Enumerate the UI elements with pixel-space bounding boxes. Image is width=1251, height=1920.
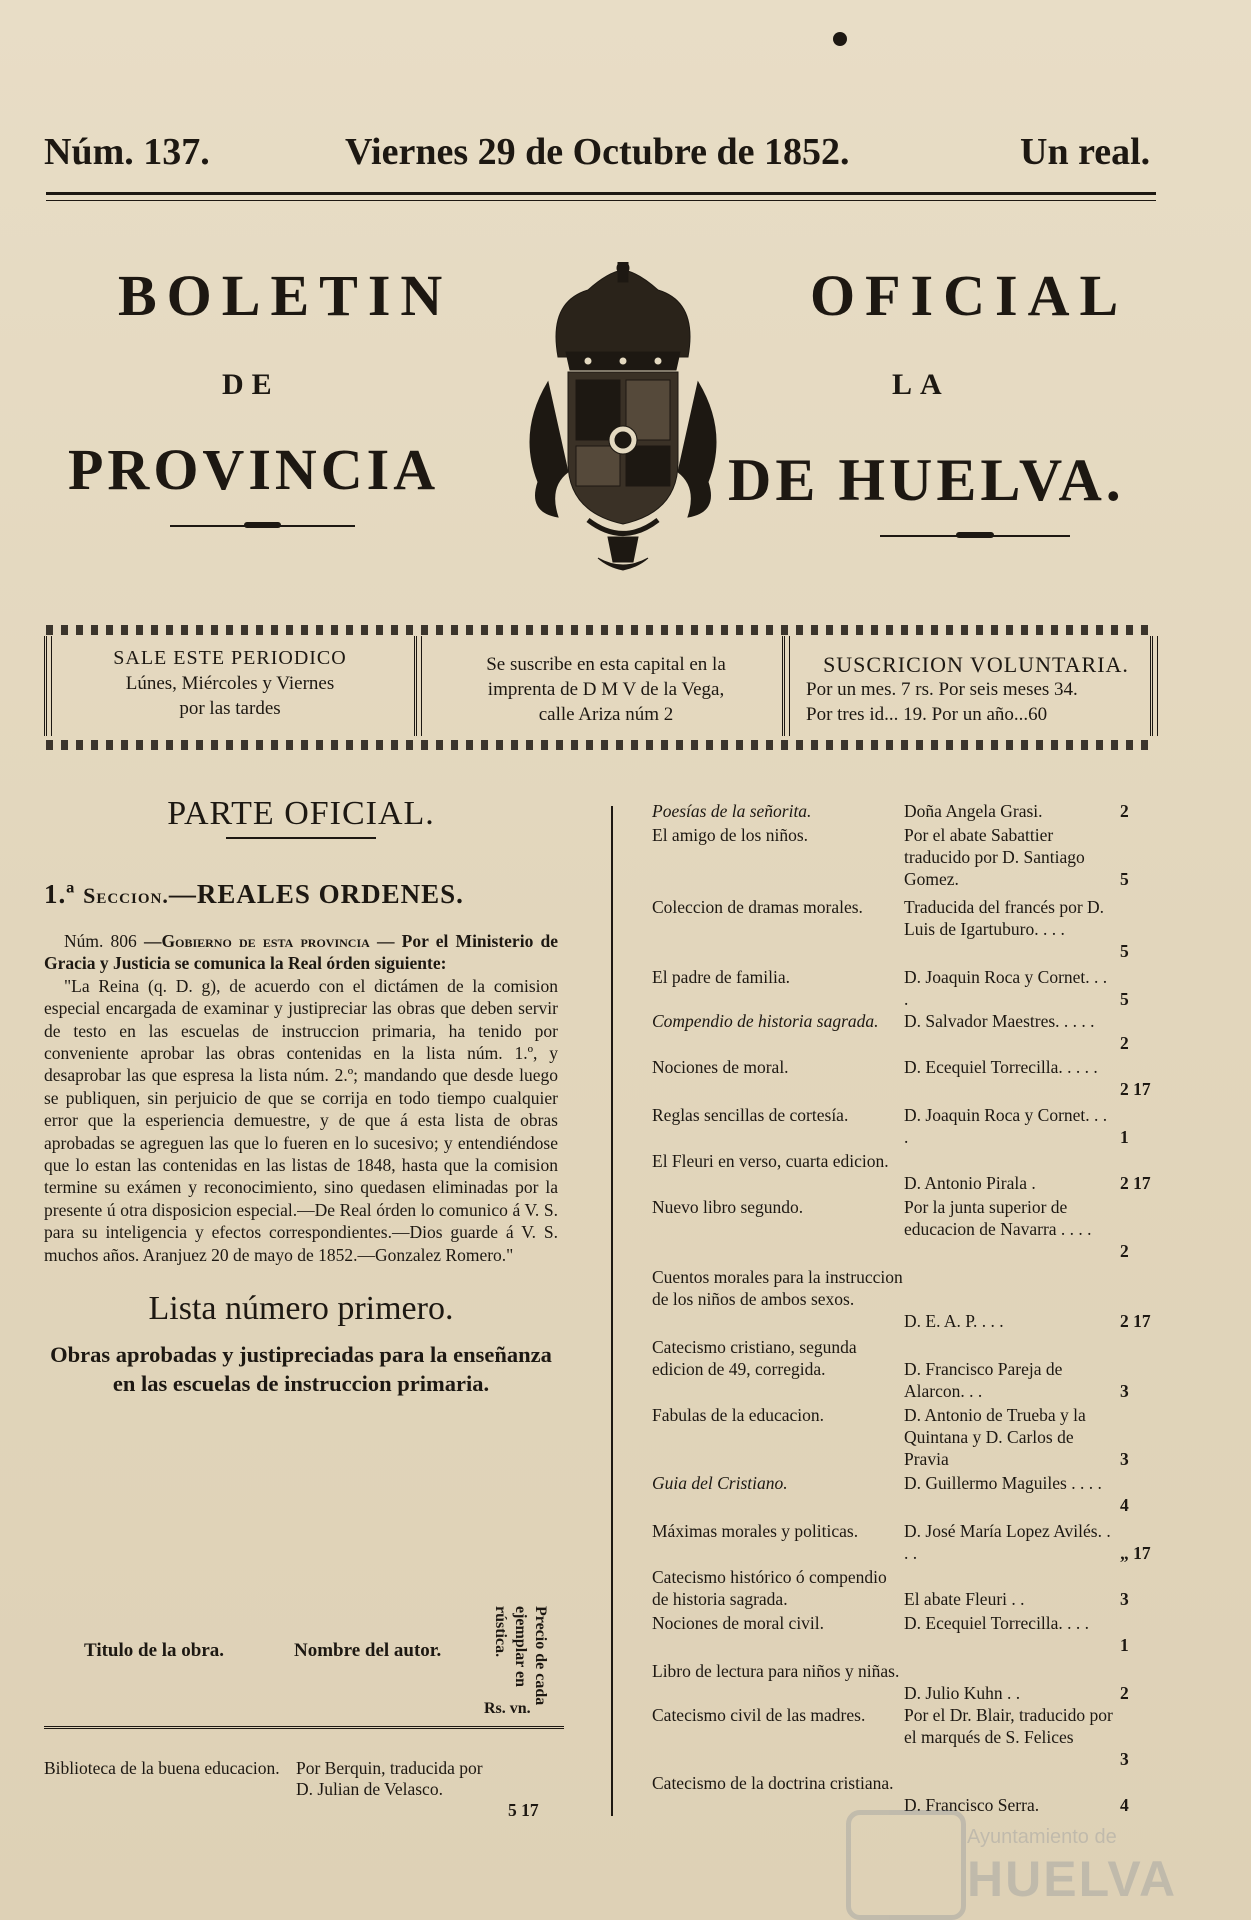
title-huelva: DE HUELVA. [728,447,1125,513]
parte-oficial-rule [226,837,376,839]
row-price: 4 [1120,1795,1129,1815]
row-price: 2 [1120,1033,1129,1053]
order-authority: —Gobierno de esta provincia — [144,931,395,951]
row-price: 3 [1120,1381,1129,1401]
row-title: El padre de familia. [652,967,790,987]
row-price: 3 [1120,1449,1129,1469]
watermark-small-text: Ayuntamiento de [967,1826,1117,1848]
row-price: 5 [1120,989,1129,1009]
section-number: 1.ª [44,879,76,909]
ink-dot [833,32,847,46]
row-title: Catecismo civil de las madres. [652,1705,866,1725]
list-subtitle: Obras aprobadas y justipreciadas para la enseñanza en las escuelas de instruccion primaria. [50,1342,552,1397]
row-price: 2 [1120,1241,1129,1261]
row-price: 3 [1120,1589,1129,1609]
info-bar-right [1150,636,1158,736]
row-title: Libro de lectura para niños y niñas. [652,1661,900,1681]
info-bar-left [44,636,52,736]
section-title: —REALES ORDENES. [168,879,464,909]
masthead-rule-top [46,192,1156,195]
left-row-title: Biblioteca de la buena educacion. [44,1758,280,1778]
issue-date: Viernes 29 de Octubre de 1852. [345,131,850,173]
flourish-left [170,525,355,527]
row-title: Catecismo de la doctrina cristiana. [652,1773,894,1793]
row-title: Catecismo histórico ó compendio de historia sagrada. [652,1567,887,1609]
section-heading [44,879,558,910]
row-author: D. José María Lopez Avilés. . . . [904,1521,1111,1563]
section-label: Seccion. [83,883,169,908]
info-band-top-rule [46,625,1156,635]
info-left-line: por las tardes [179,698,281,719]
flourish-right [880,535,1070,537]
left-column [44,795,558,1398]
row-price: „ 17 [1120,1543,1151,1563]
row-title: Máximas morales y politicas. [652,1521,859,1541]
watermark-big-text: HUELVA [967,1851,1178,1907]
row-title: Poesías de la señorita. [652,801,812,821]
row-price: 5 [1120,869,1129,889]
order-body: "La Reina (q. D. g), de acuerdo con el dictámen de la comision especial encargada de examinar y justipreciar las obras que deben servir de testo en las escuelas de instruccion primaria, ha tenido por conveniente aprobar las obras contenidas en la lista núm. 1.º, y desaprobar las que espresa la lista núm. 2.º; mandando que desde luego se publiquen, sin perjuicio de que se corrija en todo tiempo cualquier error que la esperiencia demuestre, y de que á esta lista de obras aprobadas se agreguen las que lo fueren en lo sucesivo; y entendiéndose que lo estan las contenidas en las listas de 1848, hasta que la comision termine su exámen y reconocimiento, sino quedasen eliminadas por la presente ú otra disposicion especial.—De Real órden lo comunico á V. S. para su inteligencia y efectos correspondientes.—Dios guarde á V. S. muchos años. Aranjuez 20 de mayo de 1852.—Gonzalez Romero." [44,975,558,1265]
row-title: Nuevo libro segundo. [652,1197,804,1217]
row-author: Por el abate Sabattier traducido por D. Santiago Gomez. [904,825,1085,889]
row-author: D. Guillermo Maguiles . . . . [904,1473,1102,1493]
title-oficial: OFICIAL [810,263,1129,328]
row-title: Nociones de moral. [652,1057,789,1077]
row-author: D. Julio Kuhn . . [904,1683,1021,1703]
row-title: Compendio de historia sagrada. [652,1011,879,1031]
left-row-author: Por Berquin, traducida por D. Julian de Velasco. [296,1758,483,1799]
row-title: El amigo de los niños. [652,825,809,845]
row-title: Catecismo cristiano, segunda edicion de 49, corregida. [652,1337,857,1379]
row-author: D. Antonio de Trueba y la Quintana y D. Carlos de Pravia [904,1405,1086,1469]
row-title: Guia del Cristiano. [652,1473,788,1493]
column-divider [611,806,613,1816]
row-author: D. Antonio Pirala . [904,1173,1036,1193]
info-bar-mid-right [782,636,790,736]
row-price: 1 [1120,1127,1129,1147]
info-subscription-prices [806,652,1146,727]
info-bar-mid-left [414,636,422,736]
row-author: D. Joaquin Roca y Cornet. . . . [904,1105,1108,1147]
title-provincia: PROVINCIA [68,437,440,502]
header-title-col: Titulo de la obra. [84,1640,225,1661]
order-number: Núm. 806 [64,931,137,951]
row-author: D. Ecequiel Torrecilla. . . . [904,1613,1090,1633]
row-price: 2 17 [1120,1173,1151,1193]
row-price: 1 [1120,1635,1129,1655]
info-left-line: SALE ESTE PERIODICO [113,647,347,669]
row-title: El Fleuri en verso, cuarta edicion. [652,1151,889,1171]
title-boletin: BOLETIN [118,263,453,328]
row-title: Nociones de moral civil. [652,1613,825,1633]
parte-oficial-heading: PARTE OFICIAL. [167,795,435,832]
row-title: Cuentos morales para la instruccion de los niños de ambos sexos. [652,1267,903,1309]
masthead-rule-bottom [46,200,1156,201]
header-rule [44,1726,564,1729]
title-la: LA [892,368,950,401]
info-mid-line: calle Ariza núm 2 [538,704,674,725]
row-title: Reglas sencillas de cortesía. [652,1105,849,1125]
row-price: 5 [1120,941,1129,961]
row-price: 2 [1120,801,1129,821]
row-author: Por el Dr. Blair, traducido por el marqués de S. Felices [904,1705,1113,1747]
row-price: 4 [1120,1495,1129,1515]
row-author: Doña Angela Grasi. [904,801,1043,821]
royal-order-text [44,930,558,1266]
row-title: Fabulas de la educacion. [652,1405,825,1425]
row-price: 2 17 [1120,1079,1151,1099]
header-author-col: Nombre del autor. [294,1640,442,1661]
royal-crest-icon [518,262,728,572]
row-author: D. Francisco Pareja de Alarcon. . . [904,1359,1063,1401]
order-intro: Por el Ministerio de Gracia y Justicia se comunica la Real órden siguiente: [44,931,558,974]
watermark [842,1810,1178,1910]
row-author: Traducida del francés por D. Luis de Igartuburo. . . . [904,897,1105,939]
info-mid-line: Se suscribe en esta capital en la [486,654,726,675]
header-units: Rs. vn. [484,1700,531,1717]
city-badge-icon [846,1810,966,1920]
info-right-line: Por un mes. 7 rs. Por seis meses 34. [806,679,1078,700]
row-title: Coleccion de dramas morales. [652,897,863,917]
info-left-line: Lúnes, Miércoles y Viernes [125,673,335,694]
header-price-col: Precio de cada ejemplar en rústica. [492,1606,549,1706]
title-de: DE [222,368,280,401]
row-price: 2 17 [1120,1311,1151,1331]
list-title: Lista número primero. [148,1290,454,1328]
issue-number: Núm. 137. [44,131,210,173]
row-author: D. Salvador Maestres. . . . . [904,1011,1095,1031]
row-price: 3 [1120,1749,1129,1769]
left-row-price: 5 17 [508,1800,539,1820]
info-right-line: Por tres id... 19. Por un año...60 [806,704,1048,725]
issue-price: Un real. [1020,131,1151,173]
books-table-header [44,1606,558,1706]
row-author: D. Francisco Serra. [904,1795,1040,1815]
row-price: 2 [1120,1683,1129,1703]
row-author: Por la junta superior de educacion de Navarra . . . . [904,1197,1092,1239]
row-author: D. Joaquin Roca y Cornet. . . . [904,967,1108,1009]
row-author: D. E. A. P. . . . [904,1311,1004,1331]
row-author: El abate Fleuri . . [904,1589,1025,1609]
info-right-title: SUSCRICION VOLUNTARIA. [823,652,1129,677]
row-author: D. Ecequiel Torrecilla. . . . . [904,1057,1098,1077]
info-subscription-place [436,652,776,727]
info-mid-line: imprenta de D M V de la Vega, [487,679,725,700]
info-band-bottom-rule [46,740,1156,750]
info-publication-days [80,646,380,721]
